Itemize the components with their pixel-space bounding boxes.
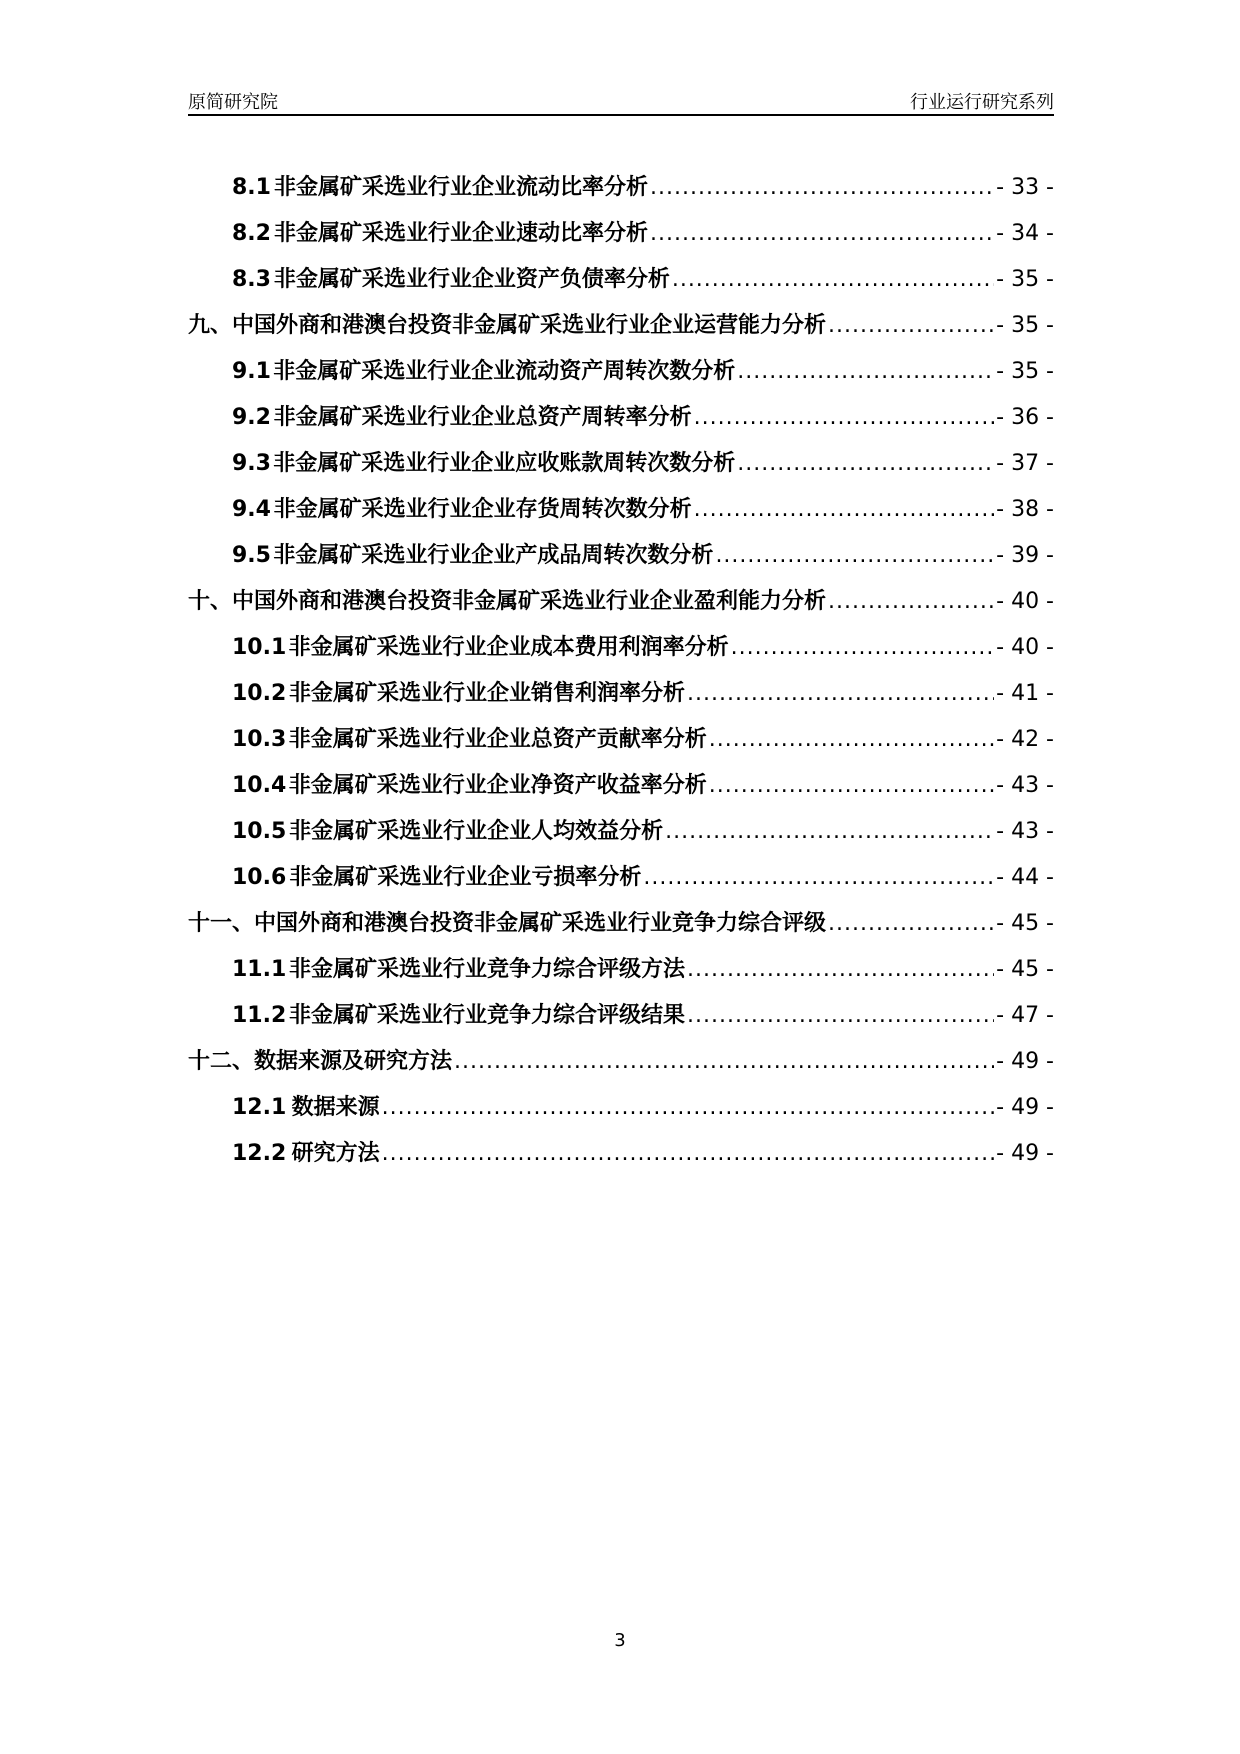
toc-entry-number: 9.3 <box>232 451 271 476</box>
toc-entry[interactable] <box>188 768 1054 814</box>
toc-entry-number: 8.2 <box>232 221 271 246</box>
toc-dot-leader <box>643 865 994 890</box>
toc-entry-number: 9.1 <box>232 359 271 384</box>
toc-dot-leader <box>650 221 994 246</box>
toc-entry[interactable] <box>188 492 1054 538</box>
toc-entry-title: 非金属矿采选业行业企业净资产收益率分析 <box>288 773 707 798</box>
toc-entry-page: - 49 - <box>996 1141 1054 1166</box>
toc-entry[interactable] <box>188 814 1054 860</box>
toc-entry-title: 非金属矿采选业行业竞争力综合评级方法 <box>288 957 685 982</box>
toc-entry-page: - 38 - <box>996 497 1054 522</box>
toc-dot-leader <box>737 359 994 384</box>
page-number: 3 <box>614 1630 626 1651</box>
toc-entry-title: 中国外商和港澳台投资非金属矿采选业行业竞争力综合评级 <box>254 911 827 936</box>
toc-entry-page: - 47 - <box>996 1003 1054 1028</box>
toc-entry-title: 非金属矿采选业行业企业总资产贡献率分析 <box>288 727 707 752</box>
toc-entry[interactable] <box>188 170 1054 216</box>
toc-entry-title: 非金属矿采选业行业企业存货周转次数分析 <box>273 497 692 522</box>
toc-entry-number: 10.4 <box>232 773 287 798</box>
toc-entry-number: 11.2 <box>232 1003 287 1028</box>
toc-dot-leader <box>687 957 994 982</box>
toc-entry-title: 非金属矿采选业行业企业人均效益分析 <box>289 819 664 844</box>
toc-entry-number: 8.1 <box>232 175 271 200</box>
toc-entry[interactable] <box>188 354 1054 400</box>
toc-entry-title: 非金属矿采选业行业企业销售利润率分析 <box>288 681 685 706</box>
toc-dot-leader <box>382 1095 994 1120</box>
toc-entry-title: 非金属矿采选业行业企业流动资产周转次数分析 <box>273 359 736 384</box>
toc-entry[interactable] <box>188 308 1054 354</box>
toc-entry-number: 8.3 <box>232 267 271 292</box>
toc-dot-leader <box>731 635 995 660</box>
toc-entry-number: 10.2 <box>232 681 287 706</box>
toc-entry-title: 中国外商和港澳台投资非金属矿采选业行业企业运营能力分析 <box>232 313 827 338</box>
toc-entry-page: - 35 - <box>996 313 1054 338</box>
toc-entry[interactable] <box>188 676 1054 722</box>
toc-dot-leader <box>382 1141 994 1166</box>
toc-dot-leader <box>687 681 994 706</box>
toc-entry-page: - 40 - <box>996 589 1054 614</box>
toc-entry-page: - 41 - <box>996 681 1054 706</box>
toc-entry-page: - 43 - <box>996 773 1054 798</box>
toc-dot-leader <box>694 405 995 430</box>
toc-dot-leader <box>828 313 994 338</box>
toc-entry-number: 12.1 <box>232 1095 287 1120</box>
toc-dot-leader <box>709 773 994 798</box>
toc-entry-number: 9.2 <box>232 405 271 430</box>
toc-entry-number: 九、 <box>188 313 233 338</box>
toc-entry[interactable] <box>188 446 1054 492</box>
toc-entry-title: 非金属矿采选业行业企业总资产周转率分析 <box>273 405 692 430</box>
toc-entry-title: 非金属矿采选业行业企业成本费用利润率分析 <box>288 635 729 660</box>
toc-entry-number: 10.3 <box>232 727 287 752</box>
toc-entry-number: 11.1 <box>232 957 287 982</box>
toc-entry-page: - 42 - <box>996 727 1054 752</box>
toc-dot-leader <box>687 1003 994 1028</box>
toc-entry[interactable] <box>188 262 1054 308</box>
toc-entry-number: 10.5 <box>232 819 287 844</box>
toc-entry-page: - 34 - <box>996 221 1054 246</box>
toc-entry[interactable] <box>188 860 1054 906</box>
toc-entry-number: 12.2 <box>232 1141 287 1166</box>
toc-dot-leader <box>454 1049 994 1074</box>
toc-entry[interactable] <box>188 998 1054 1044</box>
toc-entry[interactable] <box>188 538 1054 584</box>
toc-entry[interactable] <box>188 722 1054 768</box>
toc-dot-leader <box>650 175 994 200</box>
table-of-contents <box>188 170 1054 1182</box>
toc-dot-leader <box>694 497 995 522</box>
header-series-name: 行业运行研究系列 <box>910 92 1054 113</box>
toc-entry-page: - 35 - <box>996 359 1054 384</box>
toc-entry-number: 十、 <box>188 589 233 614</box>
toc-entry-page: - 49 - <box>996 1095 1054 1120</box>
toc-entry[interactable] <box>188 952 1054 998</box>
toc-entry-page: - 43 - <box>996 819 1054 844</box>
toc-entry-title: 中国外商和港澳台投资非金属矿采选业行业企业盈利能力分析 <box>232 589 827 614</box>
toc-entry-title: 非金属矿采选业行业竞争力综合评级结果 <box>288 1003 685 1028</box>
toc-dot-leader <box>672 267 994 292</box>
toc-entry-page: - 37 - <box>996 451 1054 476</box>
toc-entry-page: - 35 - <box>996 267 1054 292</box>
toc-entry[interactable] <box>188 630 1054 676</box>
toc-entry[interactable] <box>188 584 1054 630</box>
toc-dot-leader <box>828 589 994 614</box>
page-header <box>188 86 1054 116</box>
toc-dot-leader <box>715 543 994 568</box>
toc-entry-title: 数据来源 <box>291 1095 380 1120</box>
toc-entry-number: 10.1 <box>232 635 287 660</box>
toc-dot-leader <box>737 451 994 476</box>
header-org-name: 原简研究院 <box>188 92 278 113</box>
toc-entry-title: 非金属矿采选业行业企业速动比率分析 <box>274 221 649 246</box>
toc-entry[interactable] <box>188 1044 1054 1090</box>
toc-entry-number: 十二、 <box>188 1049 255 1074</box>
toc-entry-title: 非金属矿采选业行业企业应收账款周转次数分析 <box>273 451 736 476</box>
toc-entry-number: 9.5 <box>232 543 271 568</box>
toc-entry[interactable] <box>188 906 1054 952</box>
toc-entry-number: 9.4 <box>232 497 271 522</box>
toc-entry[interactable] <box>188 1136 1054 1182</box>
toc-dot-leader <box>828 911 994 936</box>
toc-entry-page: - 36 - <box>996 405 1054 430</box>
toc-entry[interactable] <box>188 1090 1054 1136</box>
toc-entry[interactable] <box>188 400 1054 446</box>
toc-entry-number: 十一、 <box>188 911 255 936</box>
toc-entry[interactable] <box>188 216 1054 262</box>
toc-entry-title: 研究方法 <box>291 1141 380 1166</box>
toc-dot-leader <box>709 727 994 752</box>
toc-entry-page: - 45 - <box>996 911 1054 936</box>
toc-entry-title: 非金属矿采选业行业企业产成品周转次数分析 <box>273 543 714 568</box>
toc-entry-page: - 40 - <box>996 635 1054 660</box>
toc-entry-number: 10.6 <box>232 865 287 890</box>
toc-entry-title: 非金属矿采选业行业企业流动比率分析 <box>274 175 649 200</box>
toc-entry-page: - 39 - <box>996 543 1054 568</box>
toc-entry-title: 非金属矿采选业行业企业亏损率分析 <box>289 865 642 890</box>
toc-entry-title: 数据来源及研究方法 <box>254 1049 453 1074</box>
toc-entry-page: - 33 - <box>996 175 1054 200</box>
toc-entry-title: 非金属矿采选业行业企业资产负债率分析 <box>273 267 670 292</box>
toc-dot-leader <box>665 819 994 844</box>
toc-entry-page: - 45 - <box>996 957 1054 982</box>
toc-entry-page: - 44 - <box>996 865 1054 890</box>
toc-entry-page: - 49 - <box>996 1049 1054 1074</box>
